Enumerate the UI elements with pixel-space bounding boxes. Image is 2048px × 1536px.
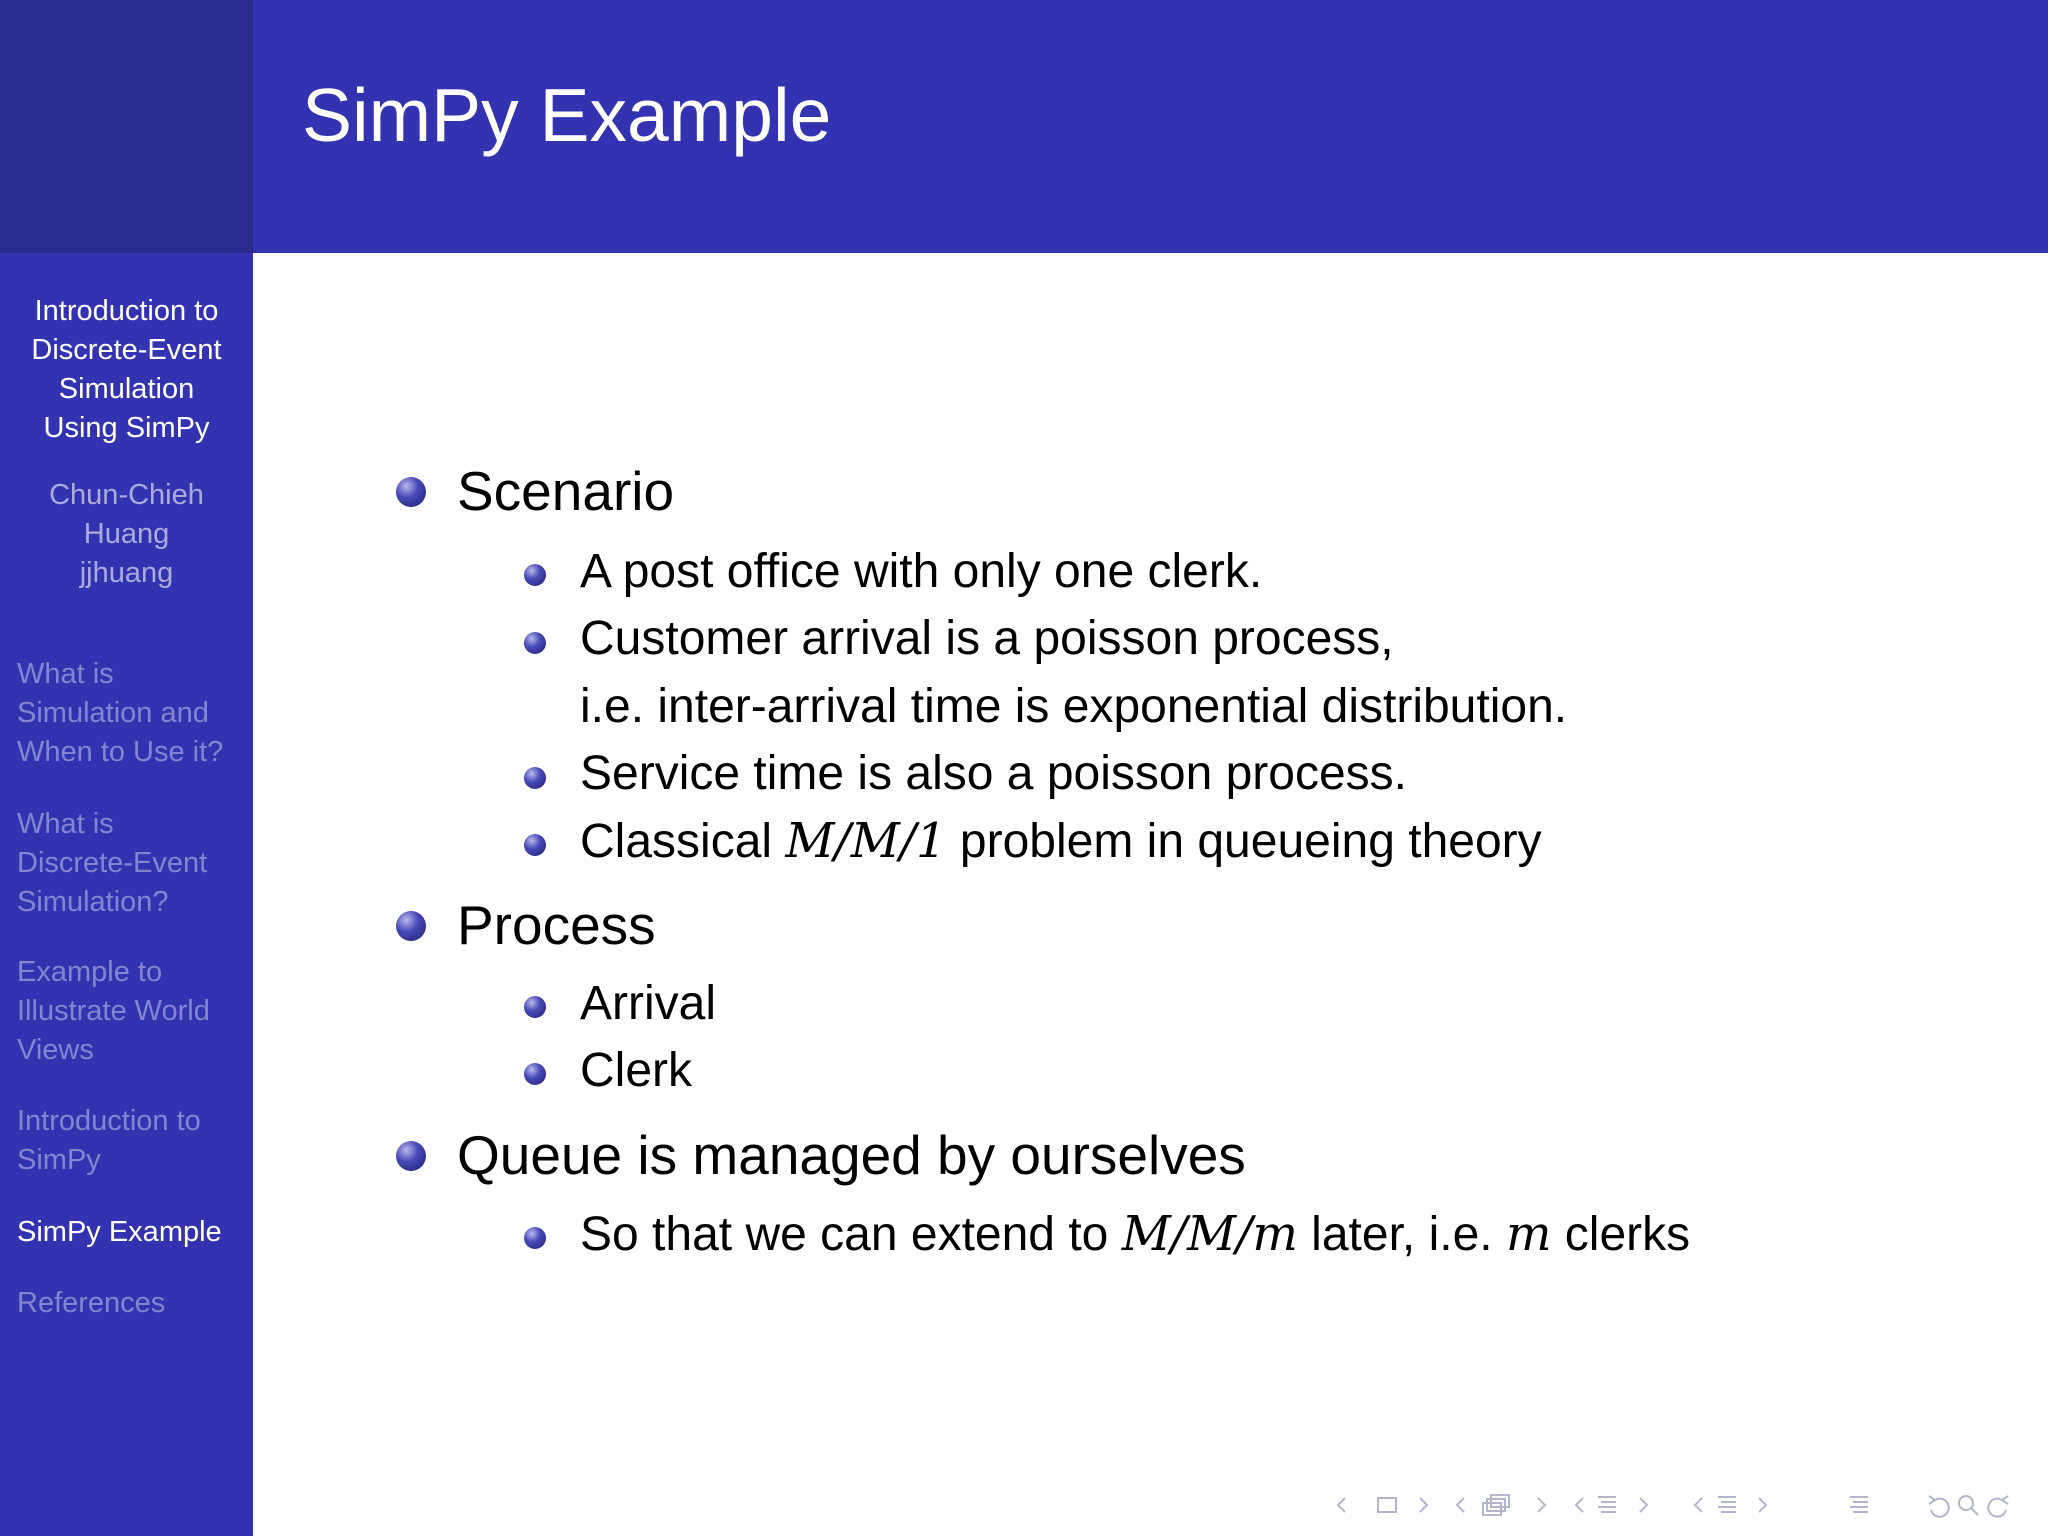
list-item-text: later, i.e.	[1297, 1208, 1506, 1261]
sidebar-item-label: When to Use it?	[17, 736, 224, 768]
sidebar-item-label: References	[17, 1287, 166, 1319]
list-item-text: So that we can extend to	[580, 1208, 1122, 1261]
math-variable: m	[1505, 1206, 1552, 1262]
nav-right-arrow[interactable]	[1640, 1498, 1647, 1512]
sidebar-top-block	[0, 0, 253, 253]
math-expression: M/M/1	[785, 813, 947, 869]
list-item: Queue is managed by ourselves	[457, 1124, 1246, 1186]
sidebar-item-simpy-example[interactable]	[17, 1213, 253, 1252]
list-item: A post office with only one clerk.	[580, 545, 1263, 598]
sidebar-title-line: Discrete-Event	[31, 334, 222, 366]
sidebar-item-label: Illustrate World	[17, 995, 210, 1027]
list-item: Customer arrival is a poisson process,	[580, 612, 1394, 665]
list-item-text: Classical	[580, 815, 786, 868]
sidebar-item-references[interactable]	[17, 1284, 253, 1323]
nav-right-arrow[interactable]	[1420, 1498, 1427, 1512]
nav-left-arrow[interactable]	[1576, 1498, 1583, 1512]
sidebar-item-label: Simulation and	[17, 697, 209, 729]
sidebar-item-what-is-simulation[interactable]	[17, 655, 253, 772]
sidebar-item-label: Discrete-Event	[17, 847, 208, 879]
section-icon[interactable]	[1718, 1497, 1736, 1512]
align-icon[interactable]	[1850, 1497, 1868, 1512]
sidebar-author[interactable]	[0, 476, 253, 593]
sidebar-item-what-is-des[interactable]	[17, 805, 253, 922]
list-item	[580, 1204, 1690, 1265]
sidebar-item-label: Views	[17, 1034, 94, 1066]
search-icon[interactable]	[1959, 1496, 1978, 1515]
sidebar-item-label: SimPy	[17, 1144, 101, 1176]
bullet-icon	[524, 564, 546, 586]
frame-icon[interactable]	[1378, 1498, 1396, 1512]
list-item-text: clerks	[1551, 1208, 1691, 1261]
list-item: Arrival	[580, 977, 717, 1030]
subsection-icon[interactable]	[1483, 1495, 1509, 1515]
sidebar-item-label: SimPy Example	[17, 1216, 222, 1248]
sidebar-item-label: Example to	[17, 956, 163, 988]
sidebar-item-label: What is	[17, 808, 114, 840]
sidebar-title-line: Using SimPy	[43, 412, 210, 444]
bullet-icon	[524, 1227, 546, 1249]
list-item: Process	[457, 894, 656, 956]
sidebar-title-line: Simulation	[58, 373, 195, 405]
bullet-icon	[524, 834, 546, 856]
nav-left-arrow[interactable]	[1338, 1498, 1345, 1512]
bullet-icon	[396, 1141, 426, 1171]
sidebar-author-line: jjhuang	[79, 557, 174, 589]
bullet-icon	[524, 767, 546, 789]
sidebar-author-line: Chun-Chieh	[49, 479, 204, 511]
nav-left-arrow[interactable]	[1695, 1498, 1702, 1512]
navigation-controls	[1335, 1490, 2035, 1520]
sidebar	[0, 0, 253, 1536]
sidebar-item-label: Introduction to	[17, 1105, 201, 1137]
list-item: Scenario	[457, 460, 675, 522]
nav-right-arrow[interactable]	[1759, 1498, 1766, 1512]
nav-right-arrow[interactable]	[1538, 1498, 1545, 1512]
math-expression: M/M/m	[1121, 1206, 1298, 1262]
sidebar-item-label: What is	[17, 658, 114, 690]
list-item-text: problem in queueing theory	[946, 815, 1542, 868]
sidebar-author-line: Huang	[83, 518, 170, 550]
sidebar-item-world-views[interactable]	[17, 953, 253, 1070]
list-item: Service time is also a poisson process.	[580, 747, 1408, 800]
undo-arrowhead	[1929, 1496, 1935, 1504]
navigation-icons	[1335, 1490, 2035, 1520]
section-icon[interactable]	[1598, 1497, 1616, 1512]
bullet-icon	[524, 1063, 546, 1085]
sidebar-presentation-title[interactable]	[0, 292, 253, 448]
bullet-icon	[396, 911, 426, 941]
bullet-icon	[396, 477, 426, 507]
sidebar-title-line: Introduction to	[34, 295, 219, 327]
page-title: SimPy Example	[302, 73, 832, 157]
redo-arrowhead	[2002, 1496, 2008, 1504]
bullet-icon	[524, 996, 546, 1018]
list-item-continuation: i.e. inter-arrival time is exponential distribution.	[580, 680, 1568, 733]
sidebar-item-label: Simulation?	[17, 886, 169, 918]
list-item	[580, 811, 1542, 872]
nav-left-arrow[interactable]	[1457, 1498, 1464, 1512]
bullet-icon	[524, 632, 546, 654]
list-item: Clerk	[580, 1044, 693, 1097]
sidebar-item-intro-simpy[interactable]	[17, 1102, 253, 1180]
